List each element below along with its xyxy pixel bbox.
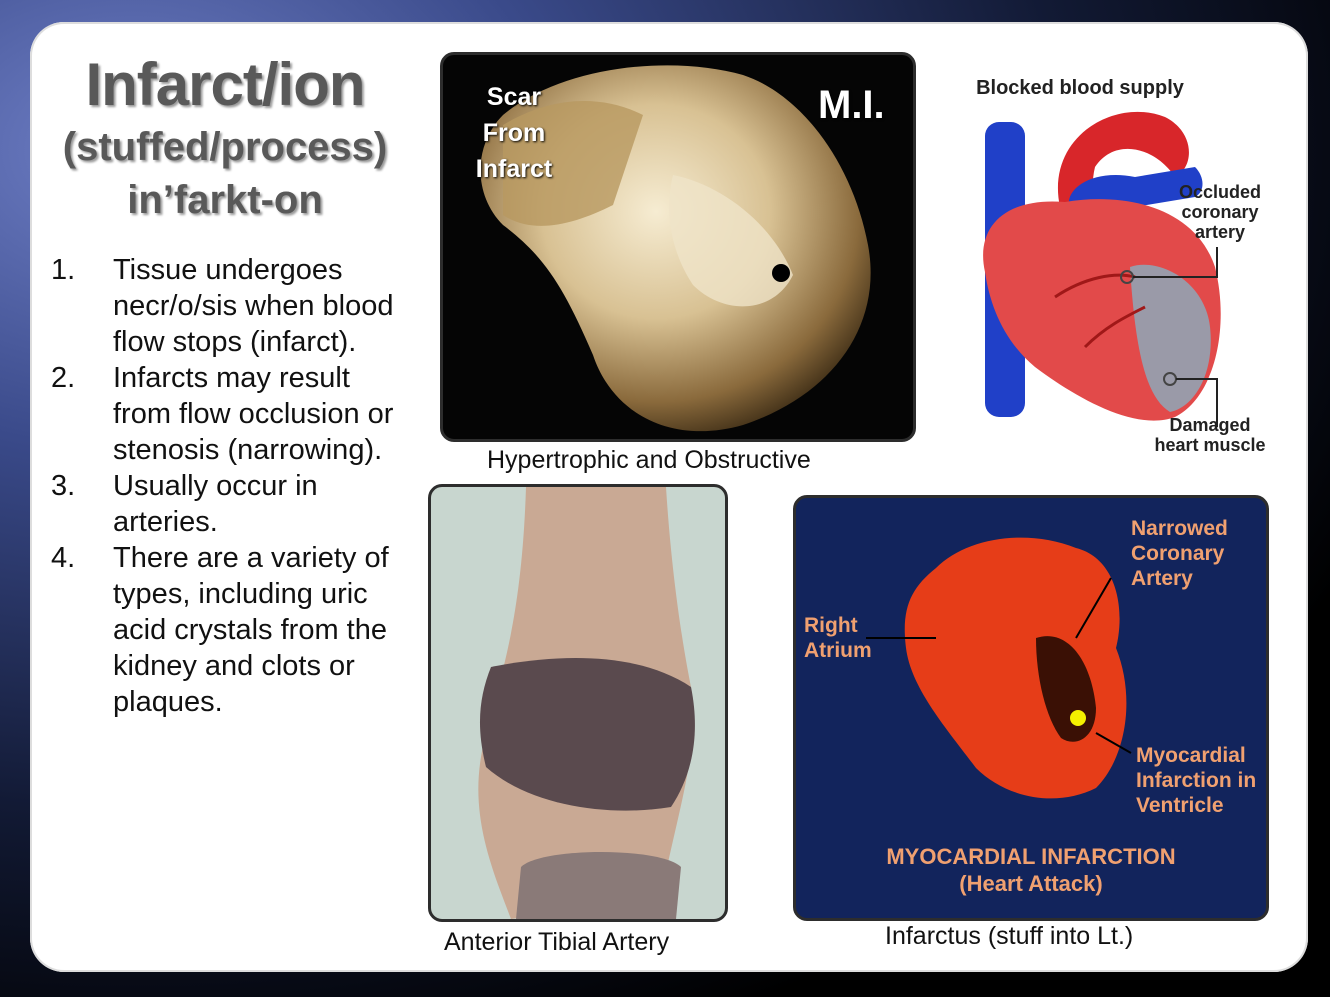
infarction-heading: MYOCARDIAL INFARCTION (Heart Attack) xyxy=(886,844,1176,896)
heart-diagram xyxy=(965,97,1265,437)
slide-title: Infarct/ion xyxy=(85,51,365,118)
marker-dot xyxy=(772,264,790,282)
infarct-marker xyxy=(1070,710,1086,726)
slide xyxy=(30,22,1308,972)
list-item: 4. There are a variety of types, including uric acid crystals from the kidney and clots or plaques. xyxy=(51,542,389,718)
scar-label: Scar From Infarct xyxy=(475,83,553,183)
list-item: 2. Infarcts may result from flow occlusion or stenosis (narrowing). xyxy=(51,362,394,466)
pronunciation: in’farkt-on xyxy=(127,178,323,222)
leg-photo xyxy=(428,484,728,922)
heart-photo-caption: Hypertrophic and Obstructive xyxy=(487,446,811,474)
leg-image xyxy=(431,487,725,919)
damaged-muscle-label: Damaged heart muscle xyxy=(1154,415,1266,455)
diagram-title: Blocked blood supply xyxy=(976,77,1184,99)
list-item: 1. Tissue undergoes necr/o/sis when blood flow stops (infarct). xyxy=(51,254,394,358)
occluded-artery-label: Occluded coronary artery xyxy=(1178,182,1262,242)
infarct-model-photo xyxy=(793,495,1269,921)
infarct-photo-caption: Infarctus (stuff into Lt.) xyxy=(885,922,1134,950)
heart-specimen-photo xyxy=(440,52,916,442)
list-item: 3. Usually occur in arteries. xyxy=(51,470,318,538)
narrowed-artery-label: Narrowed Coronary Artery xyxy=(1131,517,1228,590)
right-atrium-label: Right Atrium xyxy=(804,614,872,662)
myocardial-infarction-label: Myocardial Infarction in Ventricle xyxy=(1136,744,1257,817)
slide-subtitle: (stuffed/process) xyxy=(62,125,388,169)
key-points-list xyxy=(45,252,405,720)
mi-label: M.I. xyxy=(818,83,885,127)
leg-photo-caption: Anterior Tibial Artery xyxy=(444,928,670,956)
